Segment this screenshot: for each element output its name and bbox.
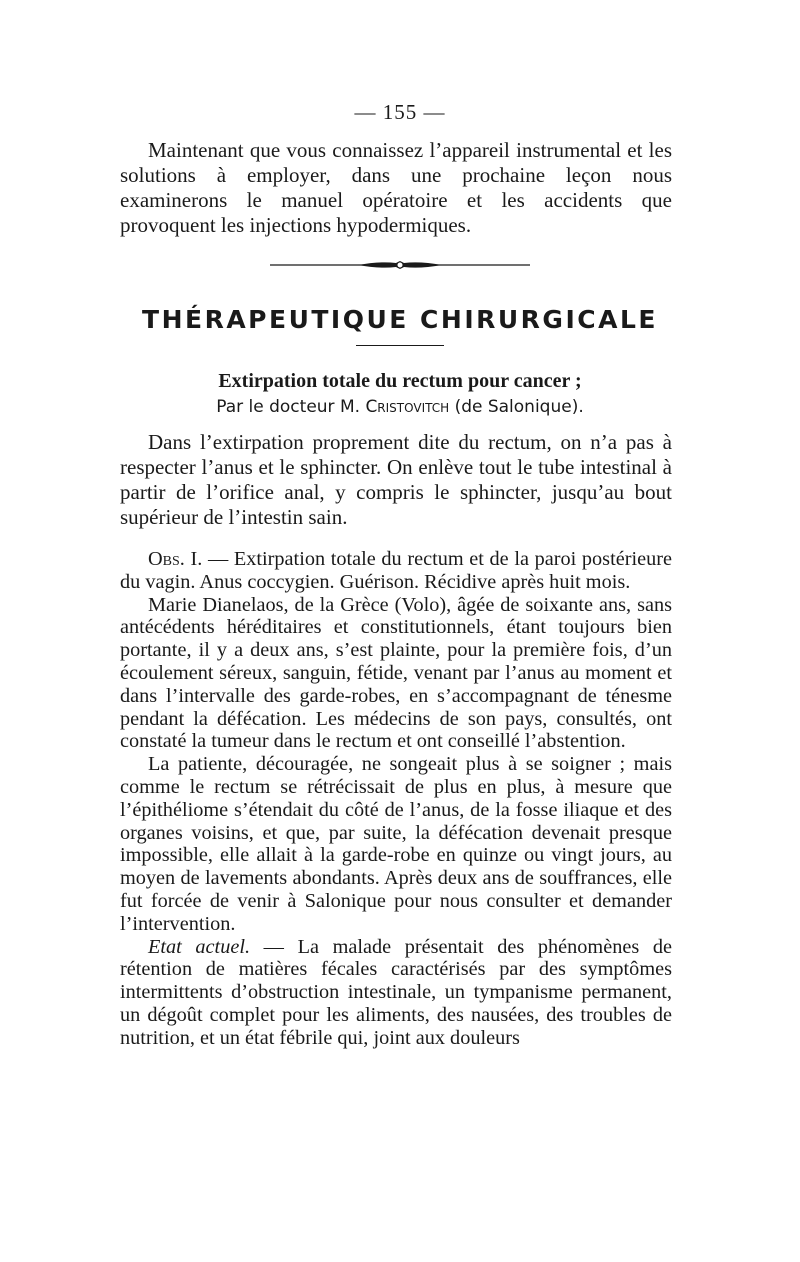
paragraph-3: La patiente, découragée, ne songeait plus à se soigner ; mais comme le rectum se rétrécissait de plus en plus, à mesure que l’épithéliome s’étendait du côté de l’anus, de la fosse iliaque et des organes voisins, et que, par suite, la défécation devenait presque impossible, elle allait à la garde-robe en quinze ou vingt jours, au moyen de lavements abondants. Après deux ans de souffrances, elle fut forcée de venir à Salonique pour nous consulter et demander l’intervention. [120,753,672,935]
observation-label: Obs. I. [148,548,203,570]
paragraph-4-text: — La malade présentait des phénomènes de rétention de matières fécales caractérisés par des symptômes intermittents d’obstruction intestinale, un tympanisme permanent, un dégoût complet pour les aliments, des nausées, des troubles de nutrition, et un état fébrile qui, joint aux douleurs [120,935,672,1049]
article-title: Extirpation totale du rectum pour cancer ; [218,370,582,392]
observation-block [120,548,672,1050]
author-place: (de Salonique). [454,397,584,417]
author-prefix: Par le docteur M. [216,397,361,417]
title-divider [356,345,444,346]
author-name: Cristovitch [365,397,450,417]
intro-block [120,138,672,238]
paragraph-2: Marie Dianelaos, de la Grèce (Volo), âgée de soixante ans, sans antécédents héréditaires et constitutionnels, étant toujours bien portante, il y a deux ans, s’est plainte, pour la première fois, d’un écoulement séreux, sanguin, fétide, venant par l’anus au moment et dans l’intervalle des garde-robes, en s’accompagnant de ténesme pendant la défécation. Les médecins de son pays, consultés, ont constaté la tumeur dans le rectum et ont conseillé l’abstention. [120,593,672,753]
paragraph-4 [120,936,672,1050]
intro-paragraph: Maintenant que vous connaissez l’appareil instrumental et les solutions à employer, dans une prochaine leçon nous examinerons le manuel opératoire et les accidents que provoquent les injections hypodermiques. [120,138,672,237]
section-title: THÉRAPEUTIQUE CHIRURGICALE [142,305,658,334]
author-line [0,397,800,417]
paragraph-1: Dans l’extirpation proprement dite du rectum, on n’a pas à respecter l’anus et le sphincter. On enlève tout le tube intestinal à partir de l’orifice anal, y compris le sphincter, jusqu’au bout supérieur de l’intestin sain. [120,430,672,529]
ornamental-rule [270,258,530,272]
observation-heading [120,548,672,594]
page-number: — 155 — [354,100,446,124]
paragraph-4-label: Etat actuel. [148,935,251,958]
paragraph-block-1 [120,430,672,530]
observation-title: — Extirpation totale du rectum et de la paroi postérieure du vagin. Anus coccygien. Guérison. Récidive après huit mois. [120,548,672,593]
